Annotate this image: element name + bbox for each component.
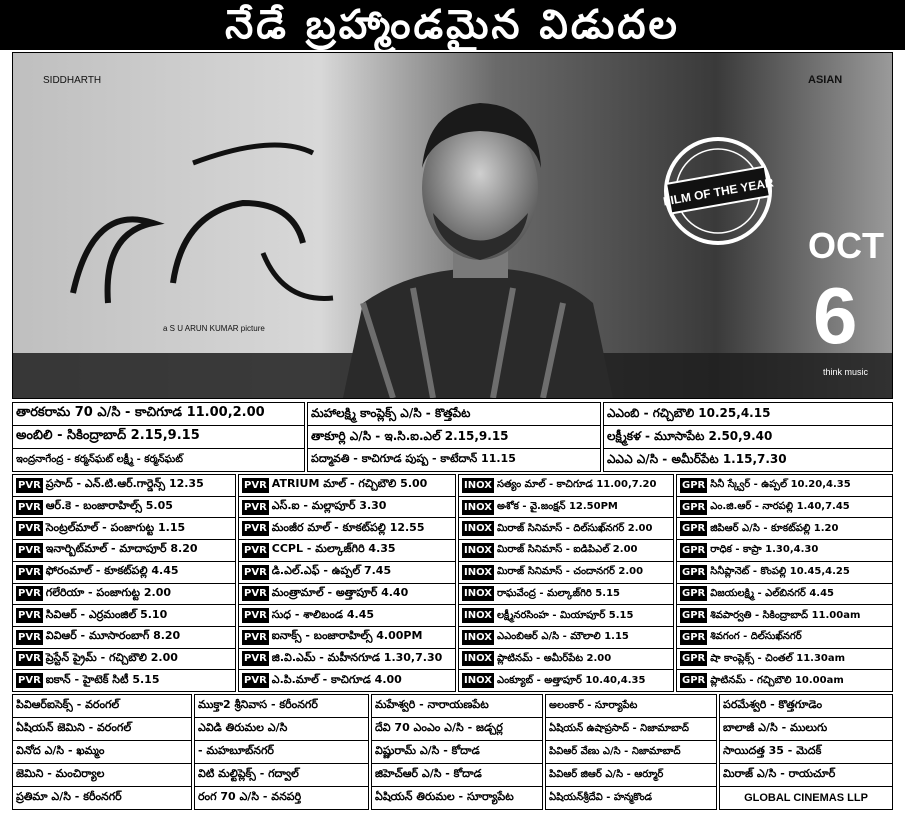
listing-row: అలంకార్ - సూర్యాపేట: [546, 695, 716, 718]
listing-row: ఏషియన్‌శ్రీదేవి - హన్మకొండ: [549, 792, 653, 803]
district-col-4: [545, 694, 717, 810]
listing-row: పరమేశ్వరి - కొత్తగూడెం: [720, 695, 892, 718]
listing-row: PVR జి.వి.ఎమ్ - మహీనగూడ 1.30,7.30: [239, 649, 455, 671]
listing-row: ప్రతిమా ఎ/సి - కరీంనగర్: [16, 790, 122, 803]
chain-logo: GPR: [682, 501, 706, 513]
listing-row: PVR ఐకాన్ - హైటెక్ సిటీ 5.15: [18, 672, 160, 687]
chain-logo: PVR: [18, 544, 41, 556]
listing-row: PVR ఐనాక్స్ - బంజారాహిల్స్ 4.00PM: [239, 627, 455, 649]
listing-row: పివిఆర్ వేణు ఎ/సి - నిజామాబాద్: [546, 741, 716, 764]
listing-row: తారకరామ 70 ఎ/సి - కాచిగూడ 11.00,2.00: [13, 403, 304, 426]
listing-row: జిహెచ్ఆర్ ఎ/సి - కోదాడ: [372, 764, 542, 787]
listing-row: PVR సుధ - శాలిబండ 4.45: [239, 605, 455, 627]
release-month: OCT: [808, 225, 884, 266]
listing-row: తాకూర్లి ఎ/సి - ఇ.సి.ఐ.ఎల్ 2.15,9.15: [308, 426, 600, 449]
chain-col-inox: [458, 474, 674, 692]
chain-col-pvr: [12, 474, 236, 692]
listing-row: PVR సెంట్రల్‌మాల్ - పంజాగుట్ట 1.15: [13, 518, 235, 540]
music-label: think music: [823, 367, 869, 377]
listing-row: INOX రాఘవేంద్ర - మల్కాజ్‌గిరి 5.15: [459, 584, 673, 606]
chain-logo: PVR: [18, 501, 41, 513]
listing-row: INOX ఎంక్యూబ్ - అత్తాపూర్ 10.40,4.35: [464, 674, 646, 687]
chain-logo: PVR: [244, 653, 267, 665]
listing-row: PVR ఇనార్బిట్‌మాల్ - మాదాపూర్ 8.20: [13, 540, 235, 562]
chain-logo: PVR: [244, 631, 267, 643]
chain-col-pvr-2: [238, 474, 456, 692]
chain-logo: PVR: [244, 544, 267, 556]
listing-row: PVR ఎ.పి.మాల్ - కాచిగూడ 4.00: [244, 672, 402, 687]
listing-row: GPR ఎం.జి.ఆర్ - నారపల్లి 1.40,7.45: [677, 497, 892, 519]
chain-logo: GPR: [682, 675, 706, 687]
listing-row: అంబిలి - సికింద్రాబాద్ 2.15,9.15: [13, 426, 304, 449]
release-banner: [0, 0, 905, 50]
listing-row: PVR మంత్రామాల్ - అత్తాపూర్ 4.40: [239, 584, 455, 606]
chain-logo: PVR: [18, 675, 41, 687]
chain-logo: PVR: [244, 501, 267, 513]
header-col-1: [12, 402, 305, 472]
listing-row: GPR జిపిఆర్ ఎ/సి - కూకట్‌పల్లి 1.20: [677, 518, 892, 540]
chain-logo: PVR: [18, 653, 41, 665]
chain-logo: PVR: [18, 631, 41, 643]
chain-logo: INOX: [464, 544, 492, 556]
listing-row: PVR ప్రెస్టేన్ ప్రైమ్ - గచ్చిబౌలి 2.00: [13, 649, 235, 671]
listing-row: దేవి 70 ఎంఎం ఎ/సి - జడ్చర్ల: [372, 718, 542, 741]
listing-row: ఏషియన్ జెమిని - వరంగల్: [13, 718, 191, 741]
chain-logo: GPR: [682, 566, 706, 578]
listing-row: ఎఎఎ ఎ/సి - అమీర్‌పేట 1.15,7.30: [607, 451, 787, 466]
movie-poster: [12, 52, 893, 399]
listing-row: GPR సినీప్లానెట్ - కొంపల్లి 10.45,4.25: [677, 562, 892, 584]
listing-row: జెమిని - మంచిర్యాల: [13, 764, 191, 787]
district-col-5: [719, 694, 893, 810]
listing-row: పద్మావతి - కాచిగూడ పుష్ప - కాటేదాన్ 11.15: [311, 452, 516, 465]
chain-logo: PVR: [18, 588, 41, 600]
listing-row: రంగ 70 ఎ/సి - వనపర్తి: [198, 790, 302, 803]
listing-row: PVR CCPL - మల్కాజ్‌గిరి 4.35: [239, 540, 455, 562]
listing-row: INOX మిరాజ్ సినిమాస్ - దిల్‌సుఖ్‌నగర్ 2.00: [459, 518, 673, 540]
listing-row: GPR శివపార్వతి - సికింద్రాబాద్ 11.00am: [677, 605, 892, 627]
listing-row: INOX సత్యం మాల్ - కాచిగూడ 11.00,7.20: [459, 475, 673, 497]
chain-logo: GPR: [682, 523, 706, 535]
chain-logo: PVR: [244, 479, 267, 491]
listing-row: PVR ప్రసాద్ - ఎన్.టి.ఆర్.గార్డెన్స్ 12.35: [13, 475, 235, 497]
chain-logo: GPR: [682, 653, 706, 665]
listing-row: INOX మిరాజ్ సినిమాస్ - చందానగర్ 2.00: [459, 562, 673, 584]
chain-logo: PVR: [244, 610, 267, 622]
listing-row: ముక్తా2 శ్రీనివాస - కరీంనగర్: [195, 695, 368, 718]
listing-row: PVR గలేరియా - పంజాగుట్ట 2.00: [13, 584, 235, 606]
listing-row: GPR శివగంగ - దిల్‌సుఖ్‌నగర్: [677, 627, 892, 649]
chain-logo: GPR: [682, 479, 706, 491]
chain-logo: GPR: [682, 544, 706, 556]
listing-row: PVR ఆర్.కె - బంజారాహిల్స్ 5.05: [13, 497, 235, 519]
poster-art: [13, 53, 892, 398]
listing-row: INOX మిరాజ్ సినిమాస్ - ఐడిపిఎల్ 2.00: [459, 540, 673, 562]
listing-row: ఇంద్రనాగేంద్ర - కర్మన్‌ఘట్ లక్ష్మీ - కర్మన్‌ఘట్: [16, 454, 183, 465]
release-day: 6: [813, 271, 858, 360]
listing-row: ఏషియన్ ఉషాప్రసాద్ - నిజామాబాద్: [546, 718, 716, 741]
chain-logo: PVR: [244, 675, 267, 687]
chain-logo: GPR: [682, 588, 706, 600]
listing-row: విష్ణురామ్ ఎ/సి - కోదాడ: [372, 741, 542, 764]
header-col-2: [307, 402, 601, 472]
listing-row: PVR సివిఆర్ - ఎర్రమంజిల్ 5.10: [13, 605, 235, 627]
listing-row: PVR వివిఆర్ - మూసారంబాగ్ 8.20: [13, 627, 235, 649]
chain-logo: PVR: [18, 566, 41, 578]
chain-logo: INOX: [464, 479, 492, 491]
listing-row: PVR ఫోరంమాల్ - కూకట్‌పల్లి 4.45: [13, 562, 235, 584]
header-col-3: [603, 402, 893, 472]
district-col-2: [194, 694, 369, 810]
chain-logo: INOX: [464, 566, 492, 578]
chain-logo: PVR: [18, 610, 41, 622]
listing-row: PVR డి.ఎల్.ఎఫ్ - ఉప్పల్ 7.45: [239, 562, 455, 584]
chain-logo: GPR: [682, 631, 706, 643]
listing-row: - మహబూబ్‌నగర్: [195, 741, 368, 764]
listing-row: లక్ష్మీకళ - మూసాపేట 2.50,9.40: [604, 426, 892, 449]
listing-row: INOX అశోక - వై.జంక్షన్ 12.50PM: [459, 497, 673, 519]
chain-col-gpr: [676, 474, 893, 692]
chain-logo: PVR: [18, 523, 41, 535]
listing-row: మిరాజ్ ఎ/సి - రాయచూర్: [720, 764, 892, 787]
listing-row: PVR మంజీర మాల్ - కూకట్‌పల్లి 12.55: [239, 518, 455, 540]
listing-row: విటి మల్టిప్లెక్స్ - గద్వాల్: [195, 764, 368, 787]
chain-logo: GPR: [682, 610, 706, 622]
actor-credit: SIDDHARTH: [43, 75, 102, 86]
listing-row: మహేశ్వరి - నారాయణపేట: [372, 695, 542, 718]
director-credit: a S U ARUN KUMAR picture: [163, 324, 265, 333]
studio-brand: ASIAN: [808, 74, 843, 86]
district-col-1: [12, 694, 192, 810]
chain-logo: PVR: [244, 566, 267, 578]
listing-row: INOX లక్ష్మీనరసింహ - మియాపూర్ 5.15: [459, 605, 673, 627]
listing-row: పివిఆర్ జిఆర్ ఎ/సి - ఆర్మూర్: [546, 764, 716, 787]
chain-logo: PVR: [244, 588, 267, 600]
listing-row: GPR విజయలక్ష్మి - ఎల్‌బినగర్ 4.45: [677, 584, 892, 606]
listing-row: ఏషియన్ తిరుమల - సూర్యాపేట: [375, 790, 514, 803]
listing-row: GPR రాధిక - కాప్రా 1.30,4.30: [677, 540, 892, 562]
listing-row: INOX ప్లాటినమ్ - అమీర్‌పేట 2.00: [459, 649, 673, 671]
chain-logo: INOX: [464, 675, 492, 687]
listing-row: GPR సినీ స్క్వేర్ - ఉప్పల్ 10.20,4.35: [677, 475, 892, 497]
district-col-3: [371, 694, 543, 810]
listing-row: GPR షా కాంప్లెక్స్ - చింతల్ 11.30am: [677, 649, 892, 671]
chain-logo: INOX: [464, 501, 492, 513]
chain-logo: INOX: [464, 588, 492, 600]
chain-logo: PVR: [18, 479, 41, 491]
stamp-text: FILM OF THE YEAR: [662, 175, 775, 209]
banner-title: నేడే బ్రహ్మాండమైన విడుదల: [225, 2, 680, 48]
listing-row: ఎవిడి తిరుమల ఎ/సి: [195, 718, 368, 741]
listing-row: మహాలక్ష్మి కాంప్లెక్స్ ఎ/సి - కొత్తపేట: [308, 403, 600, 426]
listing-row: సాయిదత్త 35 - మెదక్: [720, 741, 892, 764]
listing-row: బాలాజీ ఎ/సి - ములుగు: [720, 718, 892, 741]
listing-row: వినోద ఎ/సి - ఖమ్మం: [13, 741, 191, 764]
listing-row: పివిఆర్ఐసెక్స్ - వరంగల్: [13, 695, 191, 718]
listing-row: INOX ఎఎంబిఆర్ ఎ/సి - మౌలాలి 1.15: [459, 627, 673, 649]
listing-row: PVR ఎస్.ఐ - మల్లాపూర్ 3.30: [239, 497, 455, 519]
chain-logo: INOX: [464, 610, 492, 622]
listing-row: PVR ATRIUM మాల్ - గచ్చిబౌలి 5.00: [239, 475, 455, 497]
chain-logo: PVR: [244, 523, 267, 535]
listing-row: ఎఎంబి - గచ్చిబౌలి 10.25,4.15: [604, 403, 892, 426]
chain-logo: INOX: [464, 631, 492, 643]
distributor-credit: GLOBAL CINEMAS LLP: [744, 792, 868, 804]
listing-row: GPR ప్లాటినమ్ - గచ్చిబౌలి 10.00am: [682, 674, 844, 687]
chain-logo: INOX: [464, 653, 492, 665]
chain-logo: INOX: [464, 523, 492, 535]
